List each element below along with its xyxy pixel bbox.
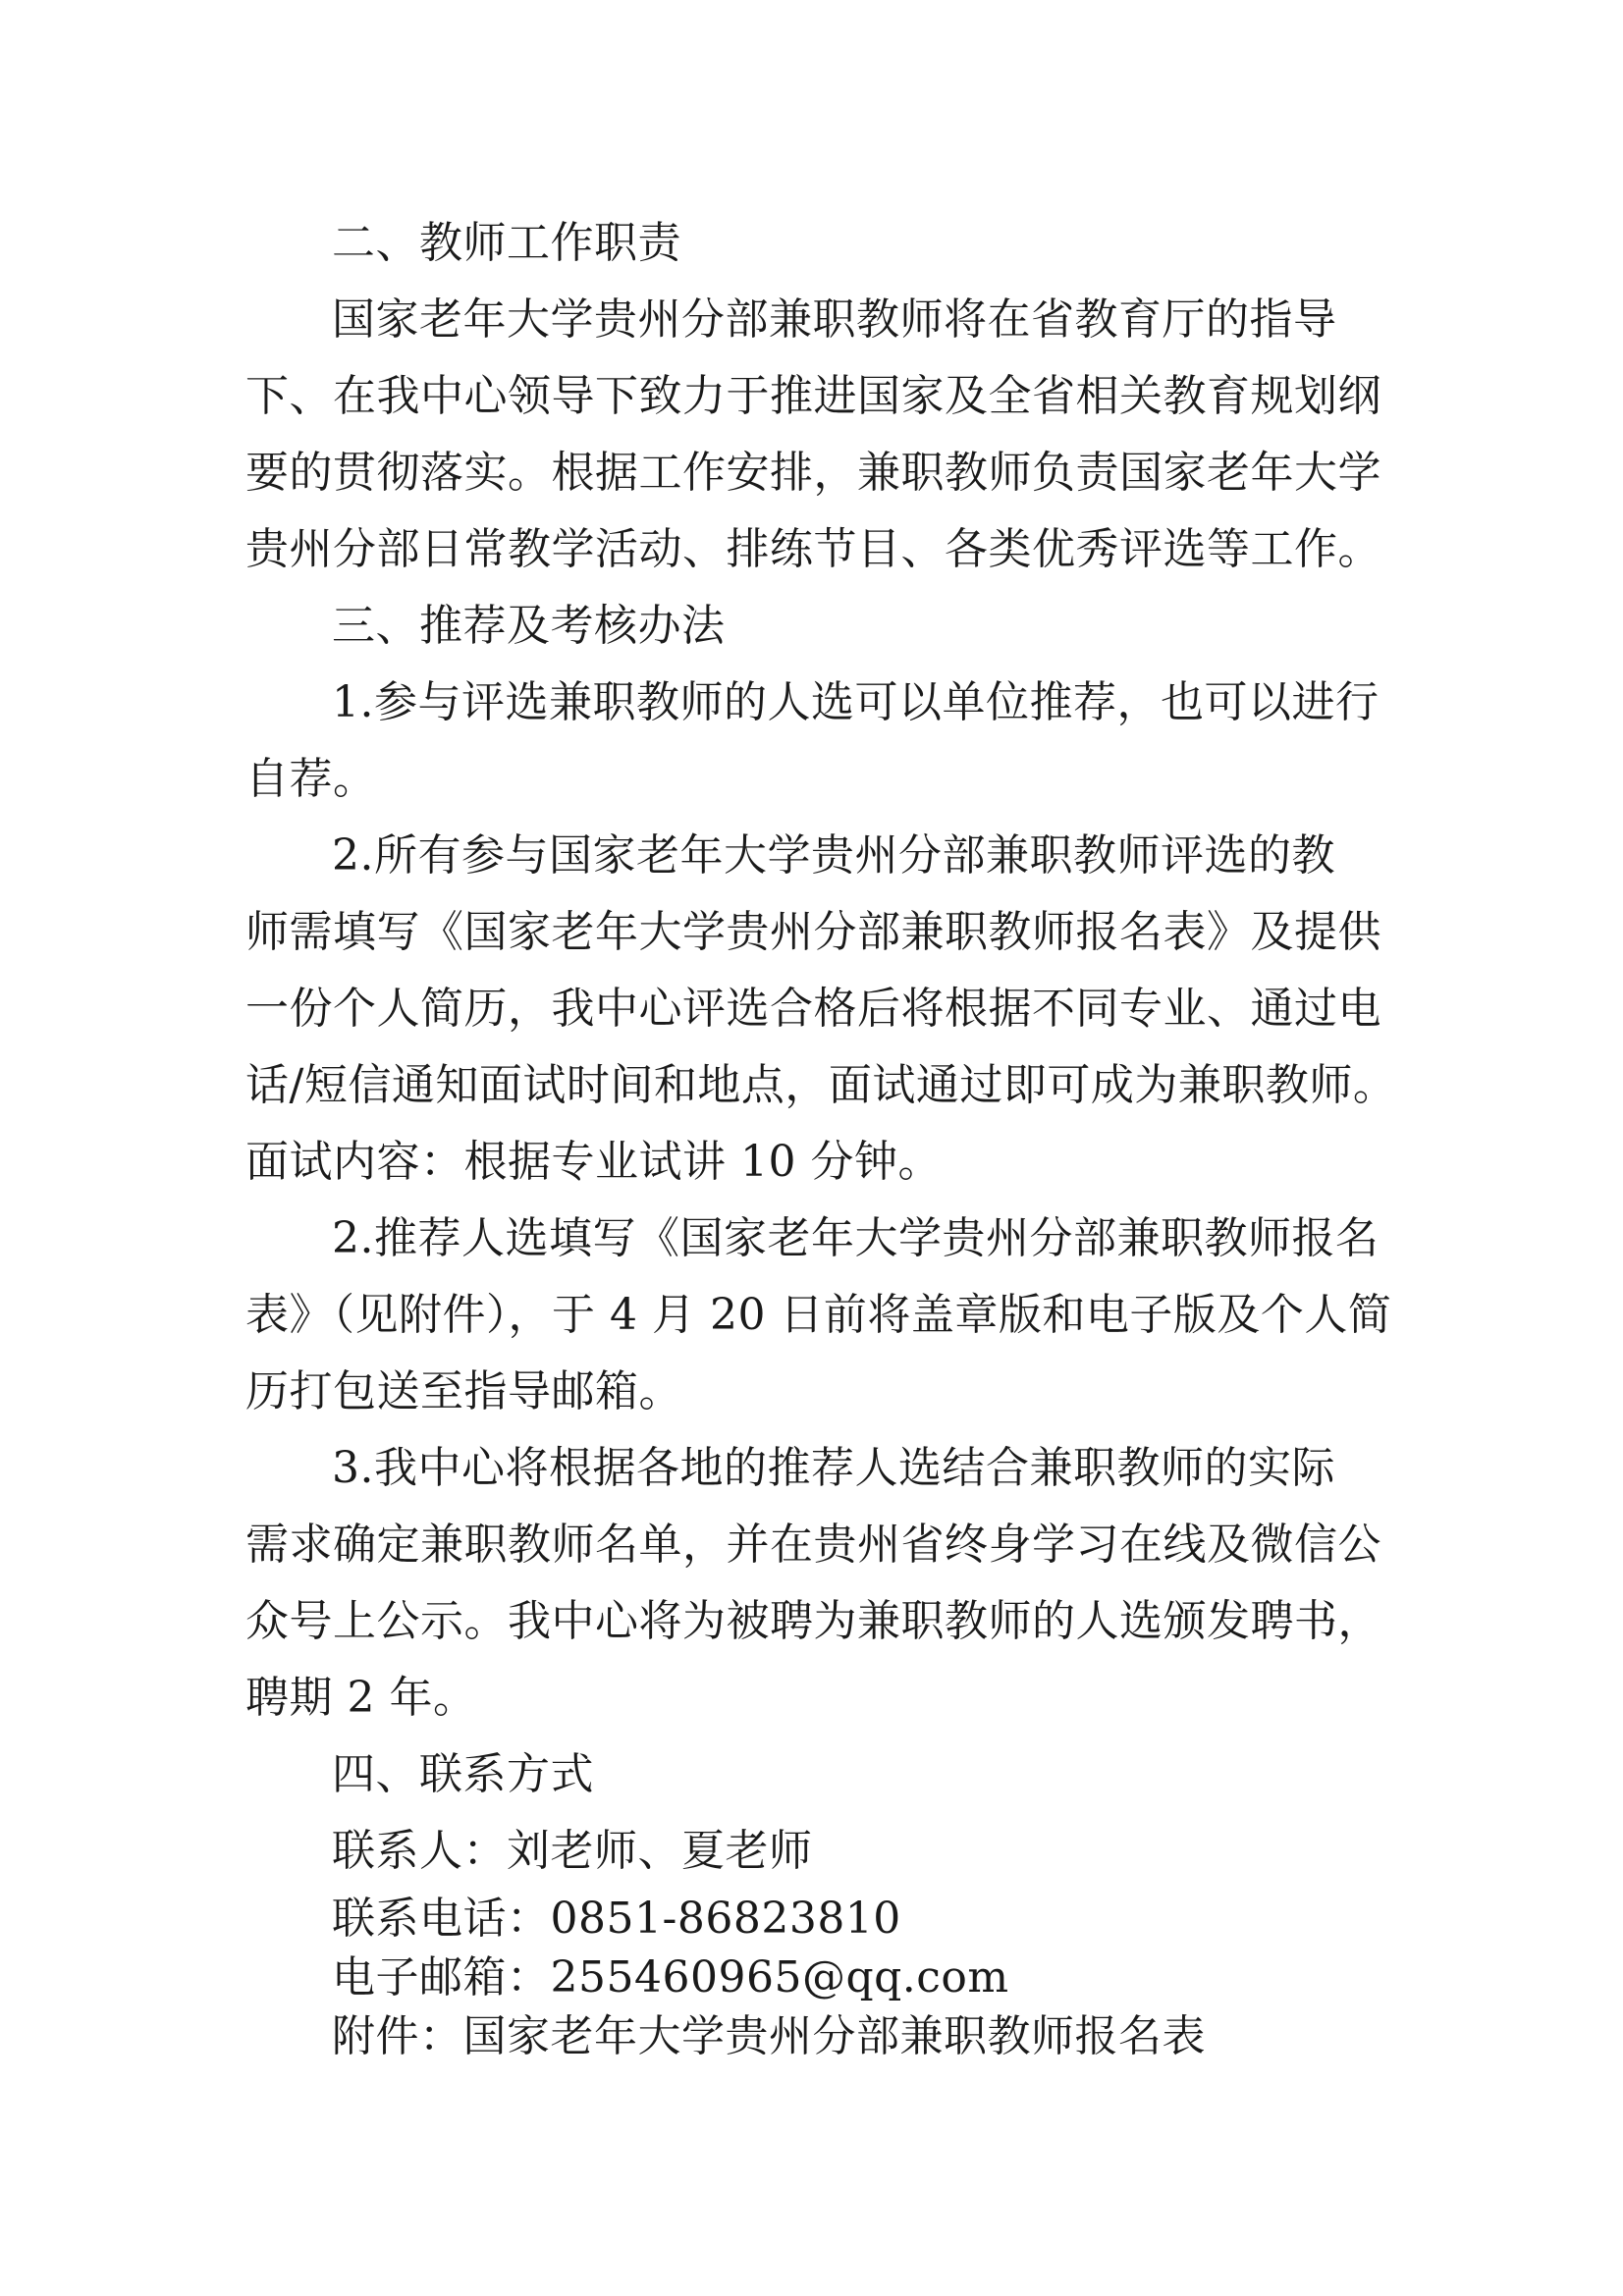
- paragraph-line: 要的贯彻落实。根据工作安排，兼职教师负责国家老年大学: [245, 448, 1381, 498]
- paragraph-line: 历打包送至指导邮箱。: [245, 1366, 682, 1416]
- paragraph-line: 表》（见附件），于 4 月 20 日前将盖章版和电子版及个人简: [245, 1290, 1392, 1340]
- contact-phone-line: 联系电话：0851-86823810: [332, 1894, 901, 1944]
- section-heading-recommendation-assessment: 三、推荐及考核办法: [332, 601, 726, 651]
- paragraph-line: 聘期 2 年。: [245, 1673, 477, 1723]
- contact-person-line: 联系人：刘老师、夏老师: [332, 1826, 813, 1876]
- contact-email-line: 电子邮箱：255460965@qq.com: [332, 1952, 1009, 2002]
- paragraph-line: 一份个人简历，我中心评选合格后将根据不同专业、通过电: [245, 984, 1381, 1034]
- paragraph-line: 众号上公示。我中心将为被聘为兼职教师的人选颁发聘书，: [245, 1596, 1381, 1646]
- paragraph-line: 话/短信通知面试时间和地点，面试通过即可成为兼职教师。: [245, 1060, 1397, 1110]
- paragraph-line: 师需填写《国家老年大学贵州分部兼职教师报名表》及提供: [245, 907, 1381, 957]
- paragraph-line: 下、在我中心领导下致力于推进国家及全省相关教育规划纲: [245, 371, 1381, 421]
- list-item-line: 2.推荐人选填写《国家老年大学贵州分部兼职教师报名: [332, 1213, 1380, 1263]
- list-item-line: 2.所有参与国家老年大学贵州分部兼职教师评选的教: [332, 830, 1335, 881]
- paragraph-line: 需求确定兼职教师名单，并在贵州省终身学习在线及微信公: [245, 1520, 1381, 1570]
- paragraph-line: 自荐。: [245, 754, 377, 804]
- paragraph-line: 国家老年大学贵州分部兼职教师将在省教育厅的指导: [332, 294, 1337, 345]
- document-body: [245, 205, 1397, 2066]
- paragraph-line: 面试内容：根据专业试讲 10 分钟。: [245, 1137, 942, 1187]
- list-item-line: 3.我中心将根据各地的推荐人选结合兼职教师的实际: [332, 1443, 1335, 1493]
- attachment-line: 附件：国家老年大学贵州分部兼职教师报名表: [332, 2011, 1206, 2061]
- list-item-line: 1.参与评选兼职教师的人选可以单位推荐，也可以进行: [332, 677, 1380, 727]
- section-heading-contact-info: 四、联系方式: [332, 1749, 594, 1799]
- paragraph-line: 贵州分部日常教学活动、排练节目、各类优秀评选等工作。: [245, 524, 1381, 574]
- section-heading-teacher-duties: 二、教师工作职责: [332, 218, 681, 268]
